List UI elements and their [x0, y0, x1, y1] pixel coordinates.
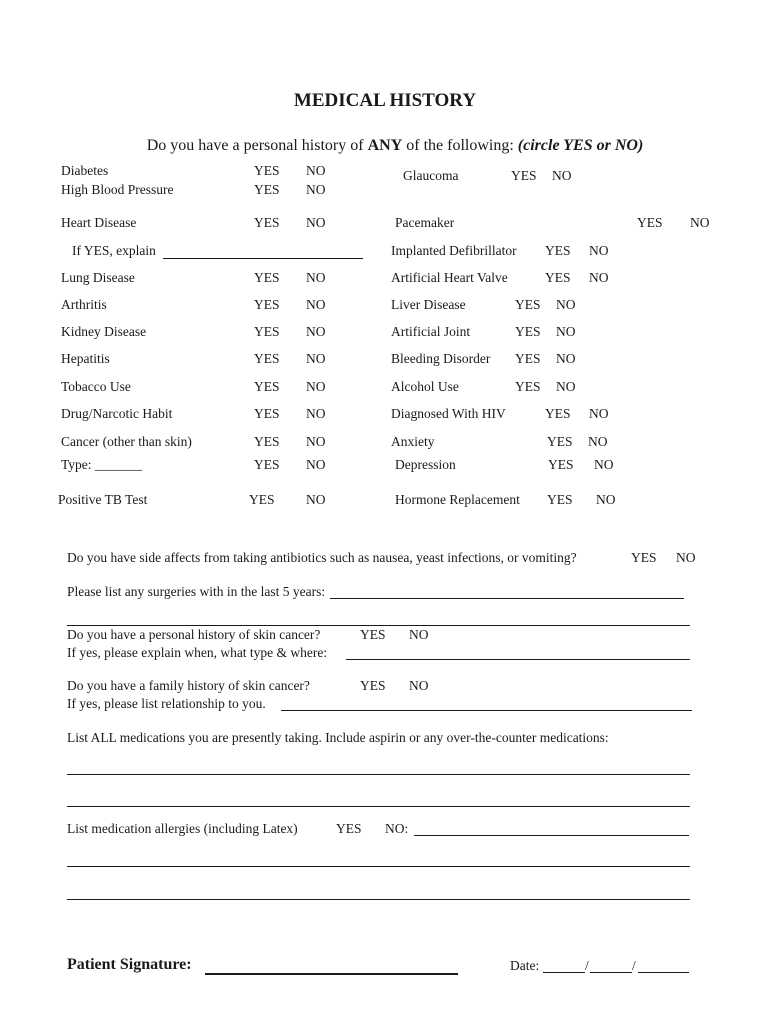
heart-valve-no[interactable]: NO: [589, 270, 609, 285]
type-yes[interactable]: YES: [254, 457, 280, 472]
type-no[interactable]: NO: [306, 457, 326, 472]
page-title: MEDICAL HISTORY: [293, 90, 477, 111]
diabetes-no[interactable]: NO: [306, 163, 326, 178]
arthritis-yes[interactable]: YES: [254, 297, 280, 312]
label-anxiety: Anxiety: [391, 434, 435, 449]
antibiotics-yes[interactable]: YES: [631, 550, 657, 565]
label-arthritis: Arthritis: [61, 297, 107, 312]
label-cancer-type[interactable]: Type: _______: [61, 457, 143, 472]
label-alcohol-use: Alcohol Use: [391, 379, 459, 394]
liver-yes[interactable]: YES: [515, 297, 541, 312]
question-skin-cancer-personal: Do you have a personal history of skin cancer?: [67, 627, 321, 642]
question-antibiotics: Do you have side affects from taking antibiotics such as nausea, yeast infections, or vomiting?: [67, 550, 577, 565]
high-bp-yes[interactable]: YES: [254, 182, 280, 197]
joint-no[interactable]: NO: [556, 324, 576, 339]
tobacco-yes[interactable]: YES: [254, 379, 280, 394]
allergies-line-2[interactable]: [67, 866, 690, 867]
joint-yes[interactable]: YES: [515, 324, 541, 339]
intro-prefix: Do you have a personal history of: [146, 137, 368, 154]
question-medications: List ALL medications you are presently taking. Include aspirin or any over-the-counter medications:: [67, 730, 609, 745]
anxiety-yes[interactable]: YES: [547, 434, 573, 449]
medications-line-1[interactable]: [67, 774, 690, 775]
defibrillator-yes[interactable]: YES: [545, 243, 571, 258]
anxiety-no[interactable]: NO: [588, 434, 608, 449]
alcohol-no[interactable]: NO: [556, 379, 576, 394]
question-allergies: List medication allergies (including Latex): [67, 821, 298, 836]
date-month-line[interactable]: [543, 972, 585, 973]
tobacco-no[interactable]: NO: [306, 379, 326, 394]
heart-disease-no[interactable]: NO: [306, 215, 326, 230]
cancer-no[interactable]: NO: [306, 434, 326, 449]
intro-circle: (circle YES or NO): [517, 137, 644, 154]
antibiotics-no[interactable]: NO: [676, 550, 696, 565]
skin-explain-line[interactable]: [346, 659, 690, 660]
label-tb-test: Positive TB Test: [58, 492, 148, 507]
question-skin-cancer-explain: If yes, please explain when, what type & where:: [67, 645, 328, 660]
heart-disease-yes[interactable]: YES: [254, 215, 280, 230]
allergies-line-3[interactable]: [67, 899, 690, 900]
tb-no[interactable]: NO: [306, 492, 326, 507]
label-diabetes: Diabetes: [61, 163, 109, 178]
pacemaker-yes[interactable]: YES: [637, 215, 663, 230]
label-high-blood-pressure: High Blood Pressure: [61, 182, 174, 197]
surgeries-line-2[interactable]: [67, 625, 690, 626]
label-kidney-disease: Kidney Disease: [61, 324, 147, 339]
signature-label: Patient Signature:: [67, 956, 192, 973]
label-hormone: Hormone Replacement: [395, 492, 520, 507]
question-skin-cancer-family: Do you have a family history of skin cancer?: [67, 678, 310, 693]
liver-no[interactable]: NO: [556, 297, 576, 312]
label-heart-valve: Artificial Heart Valve: [391, 270, 508, 285]
label-defibrillator: Implanted Defibrillator: [391, 243, 517, 258]
date-separator-2: /: [632, 958, 636, 973]
skin-family-no[interactable]: NO: [409, 678, 429, 693]
label-depression: Depression: [395, 457, 456, 472]
label-lung-disease: Lung Disease: [61, 270, 135, 285]
label-hiv: Diagnosed With HIV: [391, 406, 506, 421]
question-surgeries: Please list any surgeries with in the last 5 years:: [67, 584, 326, 599]
relationship-line[interactable]: [281, 710, 692, 711]
alcohol-yes[interactable]: YES: [515, 379, 541, 394]
arthritis-no[interactable]: NO: [306, 297, 326, 312]
label-if-yes-explain: If YES, explain: [72, 243, 156, 258]
label-heart-disease: Heart Disease: [61, 215, 137, 230]
bleeding-no[interactable]: NO: [556, 351, 576, 366]
instructions: [0, 137, 770, 155]
label-liver-disease: Liver Disease: [391, 297, 466, 312]
kidney-disease-no[interactable]: NO: [306, 324, 326, 339]
allergies-yes[interactable]: YES: [336, 821, 362, 836]
skin-personal-no[interactable]: NO: [409, 627, 429, 642]
label-glaucoma: Glaucoma: [403, 168, 459, 183]
hiv-yes[interactable]: YES: [545, 406, 571, 421]
explain-line[interactable]: [163, 258, 363, 259]
heart-valve-yes[interactable]: YES: [545, 270, 571, 285]
medications-line-2[interactable]: [67, 806, 690, 807]
lung-disease-yes[interactable]: YES: [254, 270, 280, 285]
date-label: Date:: [510, 958, 540, 973]
allergies-line[interactable]: [414, 835, 689, 836]
label-bleeding-disorder: Bleeding Disorder: [391, 351, 491, 366]
hiv-no[interactable]: NO: [589, 406, 609, 421]
allergies-no[interactable]: NO:: [385, 821, 409, 836]
signature-line[interactable]: [205, 973, 458, 975]
glaucoma-no[interactable]: NO: [552, 168, 572, 183]
tb-yes[interactable]: YES: [249, 492, 275, 507]
label-cancer: Cancer (other than skin): [61, 434, 192, 449]
bleeding-yes[interactable]: YES: [515, 351, 541, 366]
lung-disease-no[interactable]: NO: [306, 270, 326, 285]
label-drug-habit: Drug/Narcotic Habit: [61, 406, 173, 421]
date-day-line[interactable]: [590, 972, 632, 973]
hepatitis-yes[interactable]: YES: [254, 351, 280, 366]
label-pacemaker: Pacemaker: [395, 215, 455, 230]
date-separator-1: /: [585, 958, 589, 973]
label-tobacco-use: Tobacco Use: [61, 379, 131, 394]
skin-personal-yes[interactable]: YES: [360, 627, 386, 642]
question-skin-cancer-relationship: If yes, please list relationship to you.: [67, 696, 266, 711]
hepatitis-no[interactable]: NO: [306, 351, 326, 366]
defibrillator-no[interactable]: NO: [589, 243, 609, 258]
diabetes-yes[interactable]: YES: [254, 163, 280, 178]
date-year-line[interactable]: [638, 972, 689, 973]
drug-yes[interactable]: YES: [254, 406, 280, 421]
glaucoma-yes[interactable]: YES: [511, 168, 537, 183]
drug-no[interactable]: NO: [306, 406, 326, 421]
pacemaker-no[interactable]: NO: [690, 215, 710, 230]
high-bp-no[interactable]: NO: [306, 182, 326, 197]
kidney-disease-yes[interactable]: YES: [254, 324, 280, 339]
hormone-yes[interactable]: YES: [547, 492, 573, 507]
label-artificial-joint: Artificial Joint: [391, 324, 471, 339]
cancer-yes[interactable]: YES: [254, 434, 280, 449]
intro-mid: of the following:: [402, 137, 518, 154]
label-hepatitis: Hepatitis: [61, 351, 110, 366]
skin-family-yes[interactable]: YES: [360, 678, 386, 693]
hormone-no[interactable]: NO: [596, 492, 616, 507]
surgeries-line-1[interactable]: [330, 598, 684, 599]
depression-no[interactable]: NO: [594, 457, 614, 472]
depression-yes[interactable]: YES: [548, 457, 574, 472]
intro-any: ANY: [367, 137, 403, 154]
